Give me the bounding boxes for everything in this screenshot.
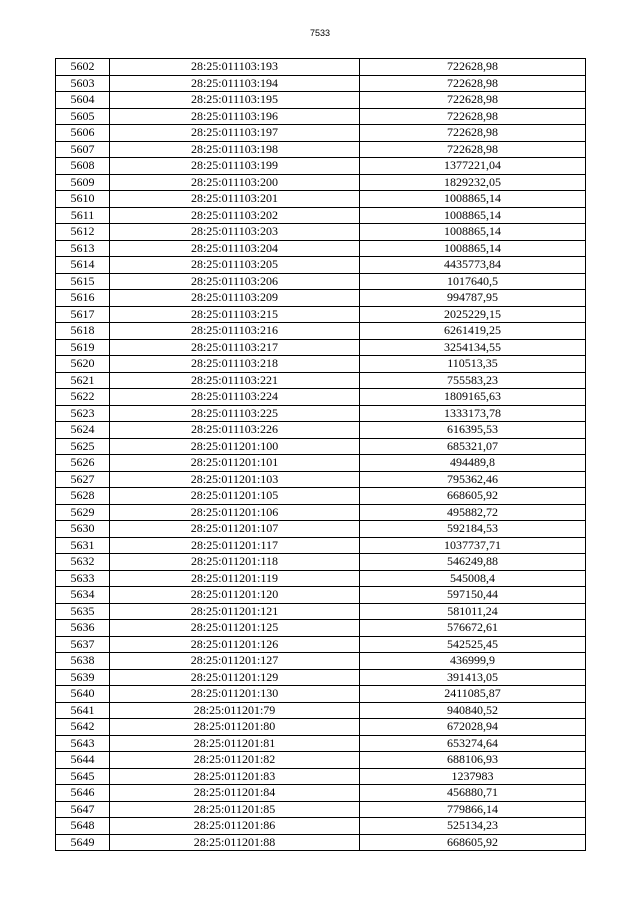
table-row [56, 636, 586, 653]
row-number-cell: 5640 [56, 686, 110, 703]
table-row [56, 719, 586, 736]
cadastral-number-cell: 28:25:011103:225 [110, 405, 360, 422]
table-row [56, 570, 586, 587]
value-cell: 597150,44 [360, 587, 586, 604]
table-row [56, 323, 586, 340]
cadastral-number-cell: 28:25:011201:119 [110, 570, 360, 587]
row-number-cell: 5613 [56, 240, 110, 257]
cadastral-number-cell: 28:25:011103:201 [110, 191, 360, 208]
row-number-cell: 5642 [56, 719, 110, 736]
row-number-cell: 5638 [56, 653, 110, 670]
cadastral-number-cell: 28:25:011103:218 [110, 356, 360, 373]
value-cell: 779866,14 [360, 801, 586, 818]
registry-table-body [56, 59, 586, 851]
cadastral-number-cell: 28:25:011103:215 [110, 306, 360, 323]
value-cell: 1037737,71 [360, 537, 586, 554]
cadastral-number-cell: 28:25:011103:205 [110, 257, 360, 274]
value-cell: 722628,98 [360, 108, 586, 125]
cadastral-number-cell: 28:25:011103:200 [110, 174, 360, 191]
table-row [56, 702, 586, 719]
row-number-cell: 5615 [56, 273, 110, 290]
table-row [56, 620, 586, 637]
value-cell: 722628,98 [360, 75, 586, 92]
row-number-cell: 5629 [56, 504, 110, 521]
table-row [56, 752, 586, 769]
value-cell: 545008,4 [360, 570, 586, 587]
table-row [56, 653, 586, 670]
row-number-cell: 5611 [56, 207, 110, 224]
table-row [56, 455, 586, 472]
table-row [56, 59, 586, 76]
table-row [56, 75, 586, 92]
row-number-cell: 5616 [56, 290, 110, 307]
cadastral-number-cell: 28:25:011201:84 [110, 785, 360, 802]
table-row [56, 785, 586, 802]
value-cell: 1008865,14 [360, 207, 586, 224]
row-number-cell: 5627 [56, 471, 110, 488]
cadastral-number-cell: 28:25:011201:79 [110, 702, 360, 719]
cadastral-number-cell: 28:25:011201:120 [110, 587, 360, 604]
row-number-cell: 5606 [56, 125, 110, 142]
row-number-cell: 5646 [56, 785, 110, 802]
row-number-cell: 5610 [56, 191, 110, 208]
row-number-cell: 5608 [56, 158, 110, 175]
value-cell: 685321,07 [360, 438, 586, 455]
table-row [56, 504, 586, 521]
value-cell: 546249,88 [360, 554, 586, 571]
value-cell: 456880,71 [360, 785, 586, 802]
cadastral-number-cell: 28:25:011103:206 [110, 273, 360, 290]
row-number-cell: 5603 [56, 75, 110, 92]
row-number-cell: 5619 [56, 339, 110, 356]
row-number-cell: 5612 [56, 224, 110, 241]
value-cell: 4435773,84 [360, 257, 586, 274]
cadastral-number-cell: 28:25:011103:193 [110, 59, 360, 76]
value-cell: 668605,92 [360, 488, 586, 505]
cadastral-number-cell: 28:25:011201:88 [110, 834, 360, 851]
value-cell: 722628,98 [360, 59, 586, 76]
row-number-cell: 5624 [56, 422, 110, 439]
cadastral-number-cell: 28:25:011201:103 [110, 471, 360, 488]
row-number-cell: 5617 [56, 306, 110, 323]
value-cell: 722628,98 [360, 141, 586, 158]
row-number-cell: 5623 [56, 405, 110, 422]
cadastral-number-cell: 28:25:011201:118 [110, 554, 360, 571]
table-row [56, 339, 586, 356]
value-cell: 1017640,5 [360, 273, 586, 290]
table-row [56, 290, 586, 307]
cadastral-number-cell: 28:25:011201:85 [110, 801, 360, 818]
cadastral-number-cell: 28:25:011103:198 [110, 141, 360, 158]
table-row [56, 356, 586, 373]
row-number-cell: 5636 [56, 620, 110, 637]
table-row [56, 191, 586, 208]
cadastral-number-cell: 28:25:011201:107 [110, 521, 360, 538]
row-number-cell: 5609 [56, 174, 110, 191]
row-number-cell: 5648 [56, 818, 110, 835]
table-row [56, 158, 586, 175]
value-cell: 672028,94 [360, 719, 586, 736]
table-row [56, 273, 586, 290]
row-number-cell: 5626 [56, 455, 110, 472]
row-number-cell: 5602 [56, 59, 110, 76]
row-number-cell: 5630 [56, 521, 110, 538]
row-number-cell: 5607 [56, 141, 110, 158]
value-cell: 688106,93 [360, 752, 586, 769]
cadastral-number-cell: 28:25:011103:209 [110, 290, 360, 307]
cadastral-number-cell: 28:25:011201:100 [110, 438, 360, 455]
cadastral-number-cell: 28:25:011103:216 [110, 323, 360, 340]
value-cell: 110513,35 [360, 356, 586, 373]
value-cell: 525134,23 [360, 818, 586, 835]
table-row [56, 207, 586, 224]
value-cell: 1008865,14 [360, 224, 586, 241]
cadastral-number-cell: 28:25:011201:81 [110, 735, 360, 752]
row-number-cell: 5614 [56, 257, 110, 274]
table-row [56, 669, 586, 686]
row-number-cell: 5622 [56, 389, 110, 406]
value-cell: 542525,45 [360, 636, 586, 653]
value-cell: 592184,53 [360, 521, 586, 538]
cadastral-number-cell: 28:25:011103:196 [110, 108, 360, 125]
value-cell: 1008865,14 [360, 191, 586, 208]
row-number-cell: 5604 [56, 92, 110, 109]
row-number-cell: 5625 [56, 438, 110, 455]
row-number-cell: 5618 [56, 323, 110, 340]
table-row [56, 686, 586, 703]
value-cell: 616395,53 [360, 422, 586, 439]
cadastral-number-cell: 28:25:011201:83 [110, 768, 360, 785]
value-cell: 1809165,63 [360, 389, 586, 406]
cadastral-number-cell: 28:25:011103:202 [110, 207, 360, 224]
cadastral-number-cell: 28:25:011201:126 [110, 636, 360, 653]
row-number-cell: 5639 [56, 669, 110, 686]
table-row [56, 801, 586, 818]
row-number-cell: 5643 [56, 735, 110, 752]
table-row [56, 834, 586, 851]
cadastral-number-cell: 28:25:011201:117 [110, 537, 360, 554]
cadastral-number-cell: 28:25:011201:105 [110, 488, 360, 505]
row-number-cell: 5632 [56, 554, 110, 571]
cadastral-number-cell: 28:25:011103:195 [110, 92, 360, 109]
table-row [56, 471, 586, 488]
table-row [56, 488, 586, 505]
value-cell: 436999,9 [360, 653, 586, 670]
table-row [56, 389, 586, 406]
row-number-cell: 5605 [56, 108, 110, 125]
row-number-cell: 5631 [56, 537, 110, 554]
value-cell: 1237983 [360, 768, 586, 785]
cadastral-number-cell: 28:25:011201:106 [110, 504, 360, 521]
registry-table [55, 58, 586, 851]
cadastral-number-cell: 28:25:011103:203 [110, 224, 360, 241]
table-row [56, 240, 586, 257]
value-cell: 581011,24 [360, 603, 586, 620]
table-row [56, 372, 586, 389]
value-cell: 668605,92 [360, 834, 586, 851]
table-row [56, 768, 586, 785]
cadastral-number-cell: 28:25:011103:194 [110, 75, 360, 92]
value-cell: 495882,72 [360, 504, 586, 521]
table-row [56, 603, 586, 620]
table-row [56, 174, 586, 191]
cadastral-number-cell: 28:25:011201:80 [110, 719, 360, 736]
cadastral-number-cell: 28:25:011103:217 [110, 339, 360, 356]
table-row [56, 141, 586, 158]
row-number-cell: 5649 [56, 834, 110, 851]
cadastral-number-cell: 28:25:011201:125 [110, 620, 360, 637]
row-number-cell: 5620 [56, 356, 110, 373]
table-row [56, 405, 586, 422]
table-row [56, 554, 586, 571]
row-number-cell: 5635 [56, 603, 110, 620]
table-row [56, 438, 586, 455]
value-cell: 755583,23 [360, 372, 586, 389]
cadastral-number-cell: 28:25:011103:226 [110, 422, 360, 439]
table-row [56, 818, 586, 835]
value-cell: 494489,8 [360, 455, 586, 472]
value-cell: 722628,98 [360, 92, 586, 109]
value-cell: 1377221,04 [360, 158, 586, 175]
cadastral-number-cell: 28:25:011103:204 [110, 240, 360, 257]
value-cell: 6261419,25 [360, 323, 586, 340]
table-row [56, 92, 586, 109]
value-cell: 576672,61 [360, 620, 586, 637]
table-row [56, 587, 586, 604]
value-cell: 2411085,87 [360, 686, 586, 703]
value-cell: 940840,52 [360, 702, 586, 719]
table-row [56, 125, 586, 142]
table-row [56, 537, 586, 554]
table-row [56, 108, 586, 125]
row-number-cell: 5637 [56, 636, 110, 653]
value-cell: 722628,98 [360, 125, 586, 142]
value-cell: 1008865,14 [360, 240, 586, 257]
table-row [56, 257, 586, 274]
value-cell: 653274,64 [360, 735, 586, 752]
cadastral-number-cell: 28:25:011103:199 [110, 158, 360, 175]
cadastral-number-cell: 28:25:011103:197 [110, 125, 360, 142]
table-row [56, 306, 586, 323]
cadastral-number-cell: 28:25:011103:224 [110, 389, 360, 406]
row-number-cell: 5644 [56, 752, 110, 769]
value-cell: 3254134,55 [360, 339, 586, 356]
value-cell: 994787,95 [360, 290, 586, 307]
cadastral-number-cell: 28:25:011201:129 [110, 669, 360, 686]
table-row [56, 521, 586, 538]
row-number-cell: 5633 [56, 570, 110, 587]
value-cell: 391413,05 [360, 669, 586, 686]
table-row [56, 224, 586, 241]
row-number-cell: 5634 [56, 587, 110, 604]
row-number-cell: 5645 [56, 768, 110, 785]
row-number-cell: 5628 [56, 488, 110, 505]
cadastral-number-cell: 28:25:011201:127 [110, 653, 360, 670]
cadastral-number-cell: 28:25:011201:101 [110, 455, 360, 472]
cadastral-number-cell: 28:25:011201:121 [110, 603, 360, 620]
row-number-cell: 5621 [56, 372, 110, 389]
value-cell: 1333173,78 [360, 405, 586, 422]
value-cell: 2025229,15 [360, 306, 586, 323]
cadastral-number-cell: 28:25:011103:221 [110, 372, 360, 389]
row-number-cell: 5641 [56, 702, 110, 719]
cadastral-number-cell: 28:25:011201:82 [110, 752, 360, 769]
table-row [56, 422, 586, 439]
row-number-cell: 5647 [56, 801, 110, 818]
cadastral-number-cell: 28:25:011201:130 [110, 686, 360, 703]
value-cell: 795362,46 [360, 471, 586, 488]
table-row [56, 735, 586, 752]
page-number: 7533 [309, 28, 331, 38]
value-cell: 1829232,05 [360, 174, 586, 191]
cadastral-number-cell: 28:25:011201:86 [110, 818, 360, 835]
